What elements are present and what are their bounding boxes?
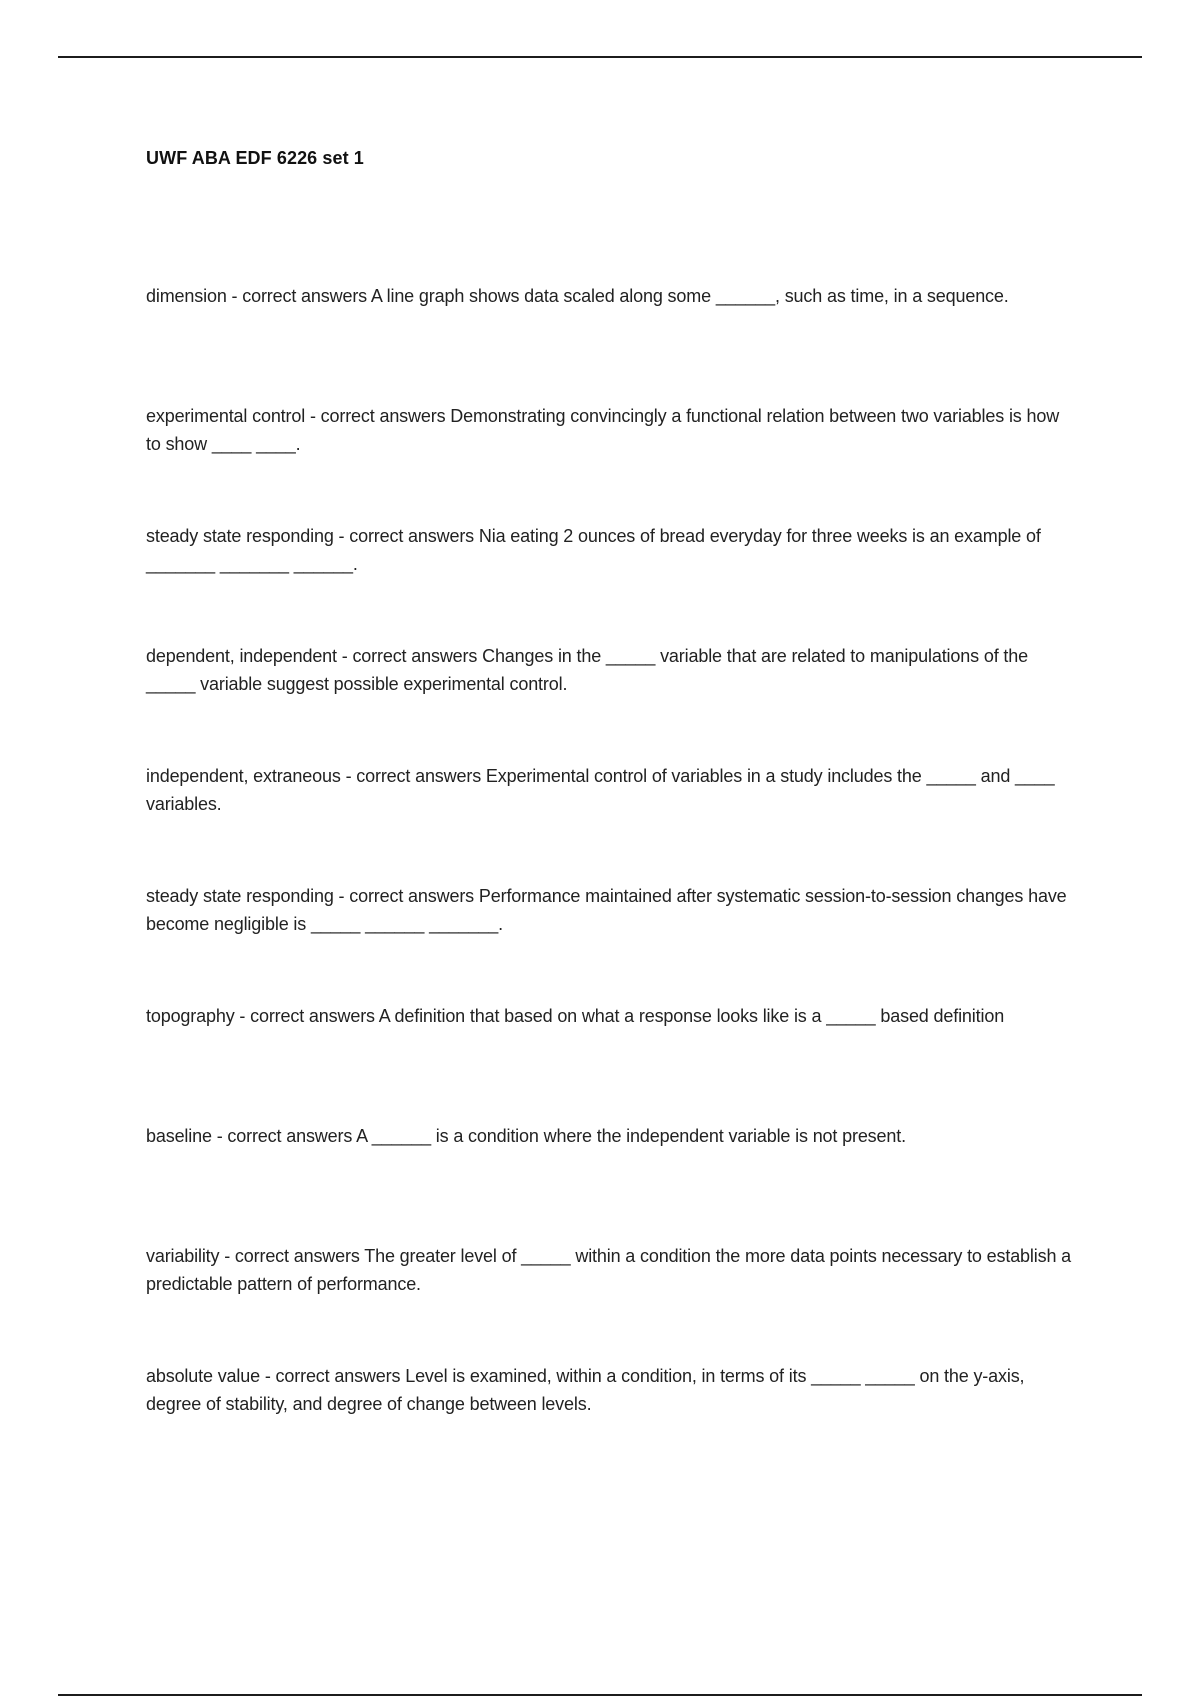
- flashcard-item: [146, 642, 1076, 762]
- flashcard-item: [146, 1362, 1076, 1482]
- flashcard-item: [146, 1242, 1076, 1362]
- footer-rule: [58, 1694, 1142, 1696]
- flashcard-question: Level is examined, within a condition, in terms of its _____ _____ on the y-axis, degree of stability, and degree of change between levels.: [146, 1366, 1025, 1414]
- flashcard-term: experimental control -: [146, 406, 321, 426]
- flashcard-list: [146, 282, 1076, 1482]
- flashcard-question: Nia eating 2 ounces of bread everyday for three weeks is an example of _______ _______ ______.: [146, 526, 1041, 574]
- flashcard-term: steady state responding -: [146, 526, 349, 546]
- flashcard-item: [146, 522, 1076, 642]
- answer-marker: correct answers: [352, 646, 478, 666]
- answer-marker: correct answers: [227, 1126, 353, 1146]
- flashcard-question: The greater level of _____ within a condition the more data points necessary to establish a predictable pattern of performance.: [146, 1246, 1072, 1294]
- flashcard-item: [146, 762, 1076, 882]
- flashcard-question: Demonstrating convincingly a functional relation between two variables is how to show ____ ____.: [146, 406, 1060, 454]
- flashcard-question: Performance maintained after systematic session-to-session changes have become negligible is _____ ______ _______.: [146, 886, 1067, 934]
- answer-marker: correct answers: [349, 526, 475, 546]
- flashcard-term: dependent, independent -: [146, 646, 352, 666]
- flashcard-question: A definition that based on what a response looks like is a _____ based definition: [378, 1006, 1005, 1026]
- flashcard-item: [146, 1122, 1076, 1242]
- flashcard-term: steady state responding -: [146, 886, 349, 906]
- flashcard-term: independent, extraneous -: [146, 766, 356, 786]
- answer-marker: correct answers: [356, 766, 482, 786]
- flashcard-term: topography -: [146, 1006, 250, 1026]
- flashcard-question: A line graph shows data scaled along some ______, such as time, in a sequence.: [370, 286, 1009, 306]
- flashcard-question: Changes in the _____ variable that are related to manipulations of the _____ variable suggest possible experimental control.: [146, 646, 1028, 694]
- flashcard-term: variability -: [146, 1246, 235, 1266]
- flashcard-term: baseline -: [146, 1126, 227, 1146]
- flashcard-term: absolute value -: [146, 1366, 276, 1386]
- answer-marker: correct answers: [275, 1366, 401, 1386]
- flashcard-item: [146, 282, 1076, 402]
- answer-marker: correct answers: [242, 286, 368, 306]
- header-rule: [58, 56, 1142, 58]
- flashcard-item: [146, 882, 1076, 1002]
- flashcard-question: Experimental control of variables in a study includes the _____ and ____ variables.: [146, 766, 1055, 814]
- answer-marker: correct answers: [250, 1006, 375, 1026]
- document-title: UWF ABA EDF 6226 set 1: [146, 148, 364, 168]
- flashcard-item: [146, 1002, 1076, 1122]
- answer-marker: correct answers: [234, 1246, 360, 1266]
- flashcard-item: [146, 402, 1076, 522]
- answer-marker: correct answers: [320, 406, 446, 426]
- flashcard-term: dimension -: [146, 286, 242, 306]
- flashcard-question: A ______ is a condition where the independent variable is not present.: [356, 1126, 906, 1146]
- answer-marker: correct answers: [349, 886, 475, 906]
